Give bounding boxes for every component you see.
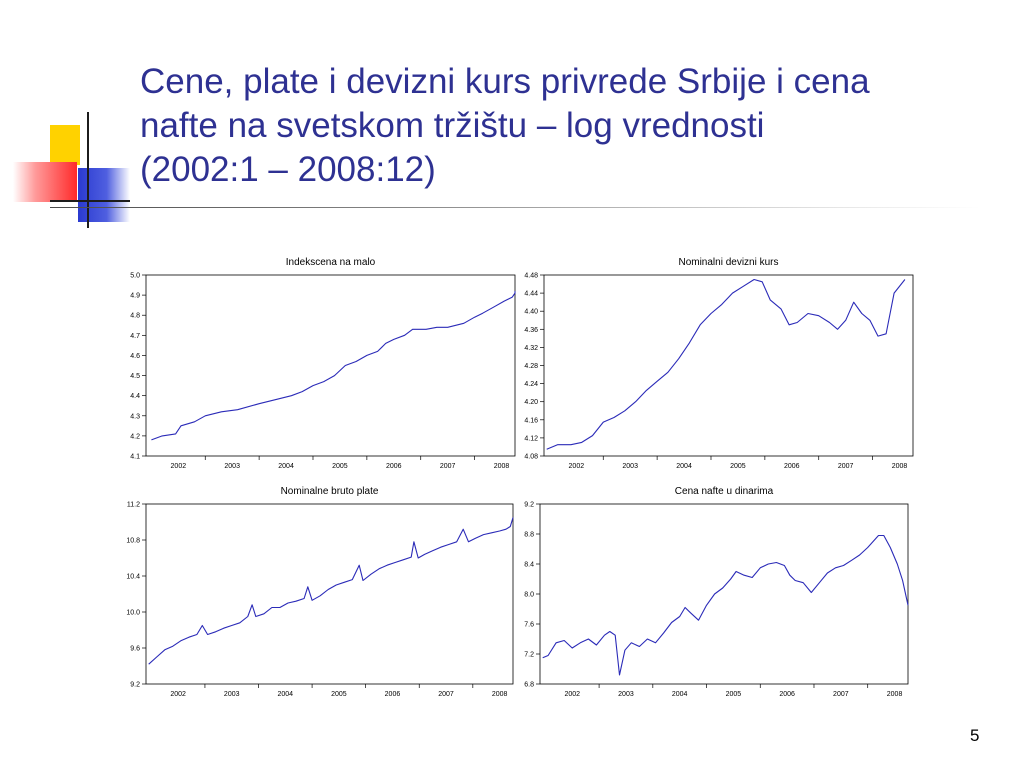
series-line xyxy=(543,536,908,676)
y-tick-label: 4.44 xyxy=(524,290,538,298)
y-tick-label: 8.4 xyxy=(524,561,534,569)
y-tick-label: 5.0 xyxy=(130,272,140,280)
y-tick-label: 8.8 xyxy=(524,531,534,539)
deco-horizontal-line xyxy=(50,200,130,202)
series-line xyxy=(149,518,513,665)
y-tick-label: 9.2 xyxy=(130,681,140,689)
deco-yellow-square xyxy=(50,125,80,165)
y-tick-label: 4.12 xyxy=(524,435,538,443)
plot-frame xyxy=(146,275,515,456)
y-tick-label: 9.2 xyxy=(524,501,534,509)
y-tick-label: 4.3 xyxy=(130,413,140,421)
y-tick-label: 4.48 xyxy=(524,272,538,280)
x-tick-label: 2002 xyxy=(170,463,187,470)
x-tick-label: 2007 xyxy=(439,463,456,470)
chart-title: Cena nafte u dinarima xyxy=(674,486,774,497)
x-tick-label: 2003 xyxy=(224,463,240,470)
series-line xyxy=(151,291,515,440)
chart-bruto-plate xyxy=(105,480,525,705)
plot-frame xyxy=(146,504,513,684)
y-tick-label: 4.24 xyxy=(524,381,538,389)
plot-frame xyxy=(544,275,913,456)
x-tick-label: 2006 xyxy=(386,463,402,470)
slide-title-line-3: (2002:1 – 2008:12) xyxy=(140,150,436,189)
x-tick-label: 2002 xyxy=(568,463,585,470)
deco-vertical-line xyxy=(87,112,89,228)
y-tick-label: 4.20 xyxy=(524,399,538,407)
y-tick-label: 4.7 xyxy=(130,332,140,340)
x-tick-label: 2007 xyxy=(833,691,849,698)
y-tick-label: 4.4 xyxy=(130,393,140,401)
y-tick-label: 8.0 xyxy=(524,591,534,599)
chart-title: Nominalni devizni kurs xyxy=(678,257,779,268)
x-tick-label: 2006 xyxy=(384,691,401,698)
y-tick-label: 4.16 xyxy=(524,417,538,425)
x-tick-label: 2002 xyxy=(170,691,186,698)
chart-title: Nominalne bruto plate xyxy=(280,486,379,497)
slide-title xyxy=(140,60,1000,192)
chart-title: Indekscena na malo xyxy=(285,257,376,268)
x-tick-label: 2004 xyxy=(277,691,294,698)
y-tick-label: 7.6 xyxy=(524,621,534,629)
x-tick-label: 2005 xyxy=(725,691,742,698)
y-tick-label: 4.28 xyxy=(524,363,538,370)
x-tick-label: 2005 xyxy=(730,463,746,470)
x-tick-label: 2008 xyxy=(493,463,510,470)
chart-devizni-kurs xyxy=(508,240,920,475)
y-tick-label: 4.1 xyxy=(130,453,140,461)
x-tick-label: 2006 xyxy=(779,691,795,698)
y-tick-label: 10.0 xyxy=(126,609,140,617)
slide-number: 5 xyxy=(970,726,980,745)
x-tick-label: 2006 xyxy=(784,463,800,470)
x-tick-label: 2008 xyxy=(886,691,903,698)
y-tick-label: 4.5 xyxy=(130,373,140,381)
y-tick-label: 4.36 xyxy=(524,326,538,334)
x-tick-label: 2003 xyxy=(618,691,634,698)
y-tick-label: 4.9 xyxy=(130,292,140,300)
y-tick-label: 6.8 xyxy=(524,681,534,689)
y-tick-label: 4.6 xyxy=(130,352,140,360)
y-tick-label: 11.2 xyxy=(126,501,140,509)
deco-blue-block xyxy=(78,168,130,222)
x-tick-label: 2003 xyxy=(622,463,638,470)
y-tick-label: 10.4 xyxy=(126,573,140,581)
y-tick-label: 10.8 xyxy=(126,537,140,545)
x-tick-label: 2008 xyxy=(491,691,508,698)
x-tick-label: 2004 xyxy=(676,463,692,470)
chart-cena-nafte xyxy=(508,480,920,705)
y-tick-label: 9.6 xyxy=(130,645,140,653)
x-tick-label: 2004 xyxy=(671,691,688,698)
slide-title-line-2: nafte na svetskom tržištu – log vrednosti xyxy=(140,106,765,145)
x-tick-label: 2002 xyxy=(564,691,581,698)
title-underline xyxy=(50,207,980,208)
deco-red-block xyxy=(13,162,77,202)
x-tick-label: 2005 xyxy=(331,691,347,698)
slide-title-line-1: Cene, plate i devizni kurs privrede Srbije i cena xyxy=(140,62,870,101)
y-tick-label: 4.32 xyxy=(524,344,538,352)
plot-frame xyxy=(540,504,908,684)
x-tick-label: 2004 xyxy=(278,463,294,470)
series-line xyxy=(547,280,905,450)
x-tick-label: 2007 xyxy=(837,463,854,470)
y-tick-label: 4.08 xyxy=(524,453,538,461)
y-tick-label: 4.2 xyxy=(130,433,140,441)
x-tick-label: 2008 xyxy=(891,463,908,470)
x-tick-label: 2003 xyxy=(223,691,240,698)
x-tick-label: 2005 xyxy=(332,463,348,470)
chart-cene-na-malo xyxy=(105,250,525,475)
y-tick-label: 4.40 xyxy=(524,308,538,316)
y-tick-label: 7.2 xyxy=(524,651,534,659)
y-tick-label: 4.8 xyxy=(130,312,140,320)
x-tick-label: 2007 xyxy=(438,691,454,698)
